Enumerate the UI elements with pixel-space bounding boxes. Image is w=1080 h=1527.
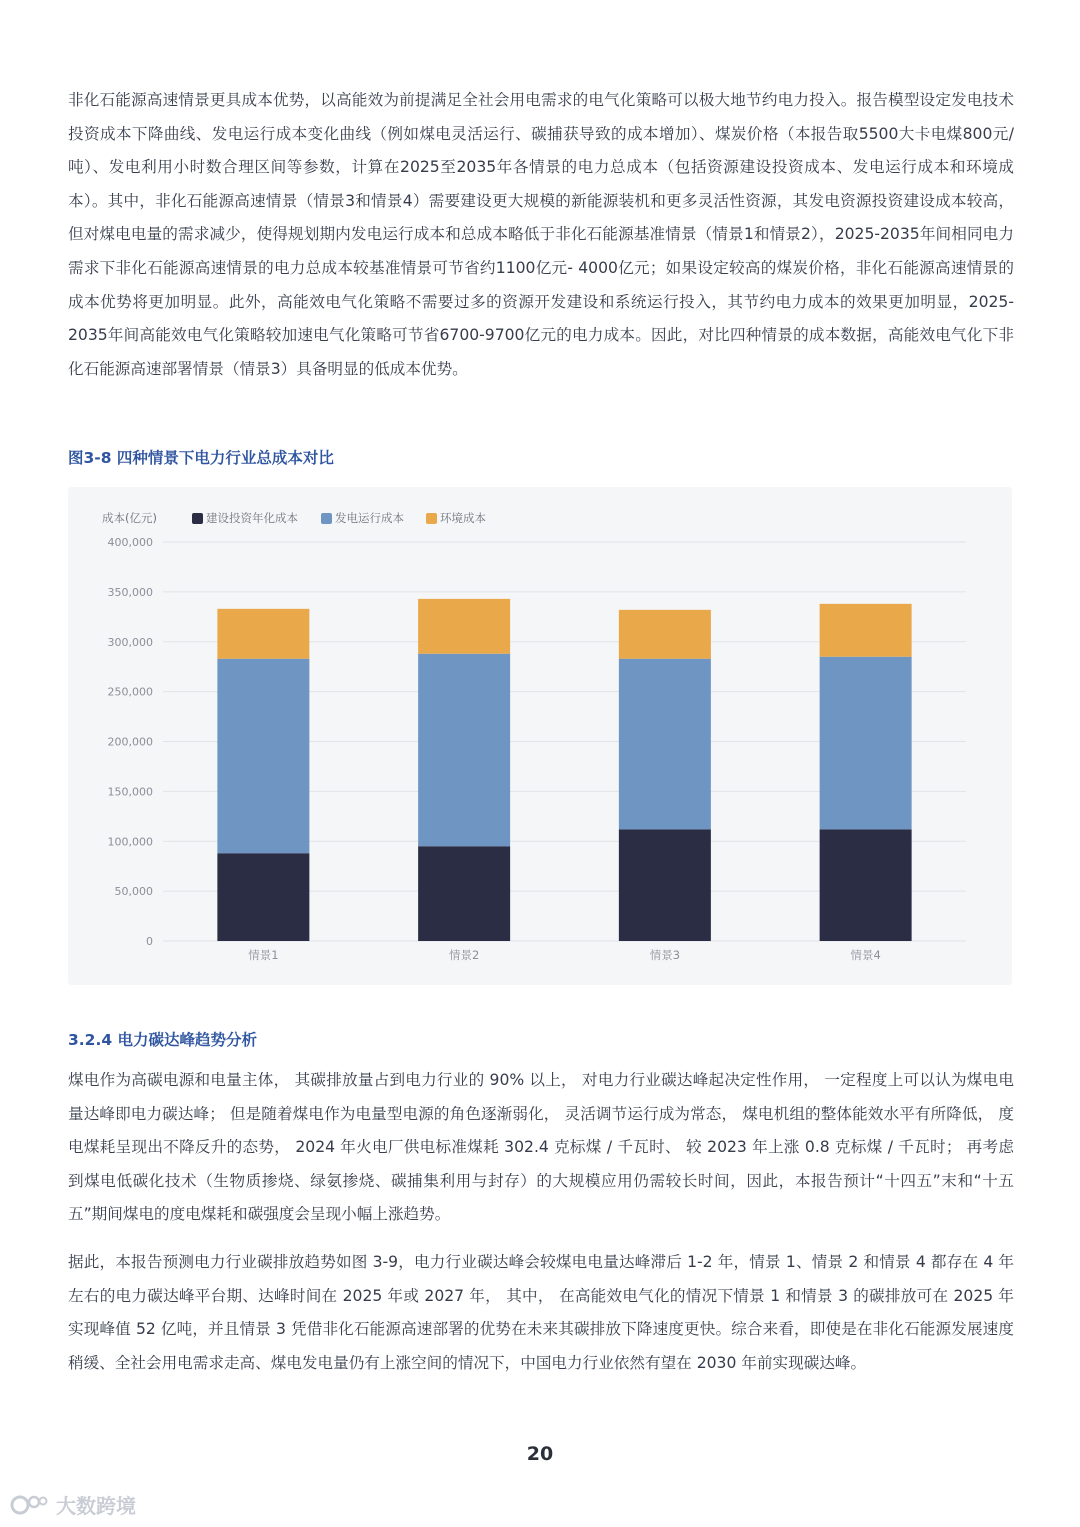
- section-title: 3.2.4 电力碳达峰趋势分析: [68, 1031, 258, 1049]
- x-tick-label: 情景3: [649, 948, 681, 962]
- y-tick-label: 150,000: [107, 785, 153, 799]
- bar-segment: [217, 853, 309, 941]
- watermark: [10, 1490, 136, 1519]
- y-tick-label: 350,000: [107, 585, 153, 599]
- bar-segment: [820, 604, 912, 657]
- chart-svg: [68, 487, 1012, 985]
- coal-power-paragraph: 煤电作为高碳电源和电量主体， 其碳排放量占到电力行业的 90% 以上， 对电力行业碳达峰起决定性作用， 一定程度上可以认为煤电电量达峰即电力碳达峰； 但是随着煤电作为电量型电源的角色逐渐弱化， 灵活调节运行成为常态， 煤电机组的整体能效水平有所降低， 度电煤耗呈现出不降反升的态势， 2024 年火电厂供电标准煤耗 302.4 克标煤 / 千瓦时、 较 2023 年上涨 0.8 克标煤 / 千瓦时； 再考虑到煤电低碳化技术（生物质掺烧、绿氨掺烧、碳捕集利用与封存）的大规模应用仍需较长时间，因此，本报告预计“十四五”末和“十五五”期间煤电的度电煤耗和碳强度会呈现小幅上涨趋势。: [68, 1071, 1014, 1224]
- y-tick-label: 0: [146, 935, 153, 948]
- legend-swatch-investment: [192, 513, 203, 524]
- y-tick-label: 400,000: [107, 536, 153, 549]
- y-tick-label: 50,000: [114, 885, 153, 899]
- label-layer: [102, 511, 486, 525]
- cost-comparison-chart: [68, 487, 1012, 985]
- x-tick-label: 情景2: [448, 948, 480, 962]
- y-tick-label: 250,000: [107, 685, 153, 699]
- bar-segment: [418, 846, 510, 941]
- watermark-logo-icon: [10, 1493, 50, 1517]
- bar-layer: [217, 599, 911, 962]
- legend-label-environment: 环境成本: [440, 511, 486, 525]
- legend-label-investment: 建设投资年化成本: [206, 511, 298, 525]
- bar-segment: [619, 829, 711, 941]
- figure-title: 图3-8 四种情景下电力行业总成本对比: [68, 449, 334, 467]
- legend-label-operation: 发电运行成本: [335, 511, 404, 525]
- bar-segment: [820, 657, 912, 830]
- bar-segment: [619, 610, 711, 659]
- forecast-paragraph: 据此，本报告预测电力行业碳排放趋势如图 3-9，电力行业碳达峰会较煤电电量达峰滞后 1-2 年，情景 1、情景 2 和情景 4 都存在 4 年左右的电力碳达峰平台期、达峰时间在 2025 年或 2027 年， 其中， 在高能效电气化的情况下情景 1 和情景 3 的碳排放可在 2025 年实现峰值 52 亿吨，并且情景 3 凭借非化石能源高速部署的优势在未来其碳排放下降速度更快。综合来看，即使是在非化石能源发展速度稍缓、全社会用电需求走高、煤电发电量仍有上涨空间的情况下，中国电力行业依然有望在 2030 年前实现碳达峰。: [68, 1253, 1014, 1372]
- intro-paragraph: 非化石能源高速情景更具成本优势，以高能效为前提满足全社会用电需求的电气化策略可以极大地节约电力投入。报告模型设定发电技术投资成本下降曲线、发电运行成本变化曲线（例如煤电灵活运行、碳捕获导致的成本增加）、煤炭价格（本报告取5500大卡电煤800元/吨）、发电利用小时数合理区间等参数，计算在2025至2035年各情景的电力总成本（包括资源建设投资成本、发电运行成本和环境成本）。其中，非化石能源高速情景（情景3和情景4）需要建设更大规模的新能源装机和更多灵活性资源，其发电资源投资建设成本较高，但对煤电电量的需求减少，使得规划期内发电运行成本和总成本略低于非化石能源基准情景（情景1和情景2），2025-2035年间相同电力需求下非化石能源高速情景的电力总成本较基准情景可节省约1100亿元- 4000亿元；如果设定较高的煤炭价格，非化石能源高速情景的成本优势将更加明显。此外，高能效电气化策略不需要过多的资源开发建设和系统运行投入，其节约电力成本的效果更加明显，2025-2035年间高能效电气化策略较加速电气化策略可节省6700-9700亿元的电力成本。因此，对比四种情景的成本数据，高能效电气化下非化石能源高速部署情景（情景3）具备明显的低成本优势。: [68, 91, 1014, 378]
- bar-segment: [217, 609, 309, 659]
- page-number: 20: [526, 1443, 554, 1465]
- y-axis-label: 成本(亿元): [102, 511, 157, 525]
- y-tick-label: 200,000: [107, 735, 153, 749]
- bar-segment: [820, 829, 912, 941]
- bar-segment: [418, 654, 510, 847]
- legend-swatch-operation: [321, 513, 332, 524]
- watermark-text: 大数跨境: [56, 1494, 136, 1518]
- bar-segment: [619, 659, 711, 830]
- x-tick-label: 情景1: [248, 948, 279, 962]
- y-tick-label: 100,000: [107, 835, 153, 849]
- bar-segment: [217, 659, 309, 854]
- x-tick-label: 情景4: [850, 948, 881, 962]
- bar-segment: [418, 599, 510, 654]
- y-tick-label: 300,000: [107, 635, 153, 649]
- legend-swatch-environment: [426, 513, 437, 524]
